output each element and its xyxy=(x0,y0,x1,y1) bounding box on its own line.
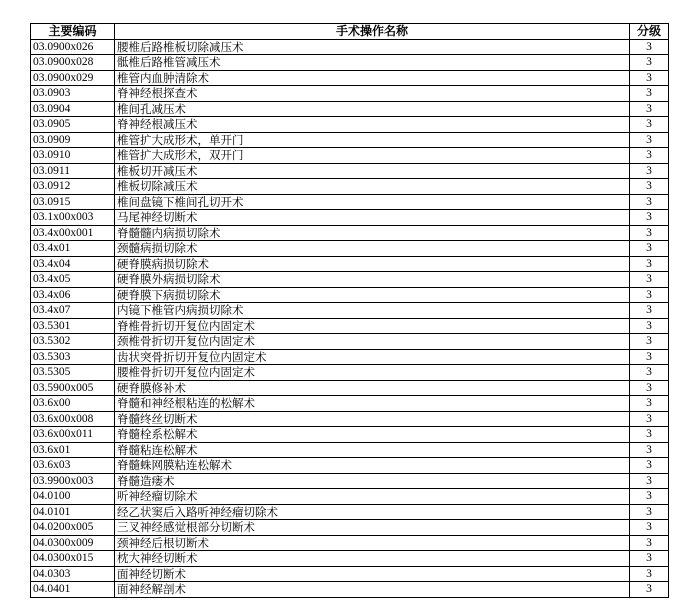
grade-cell: 3 xyxy=(630,349,669,365)
procedure-name-cell: 脊髓栓系松解术 xyxy=(115,427,630,443)
table-row xyxy=(31,132,669,148)
code-cell: 03.0915 xyxy=(31,194,115,210)
table-row xyxy=(31,225,669,241)
code-cell: 04.0300x009 xyxy=(31,535,115,551)
header-code: 主要编码 xyxy=(31,24,115,40)
grade-cell: 3 xyxy=(630,582,669,598)
code-cell: 04.0100 xyxy=(31,489,115,505)
table-row xyxy=(31,582,669,598)
grade-cell: 3 xyxy=(630,334,669,350)
code-cell: 04.0401 xyxy=(31,582,115,598)
table-row xyxy=(31,535,669,551)
grade-cell: 3 xyxy=(630,39,669,55)
grade-cell: 3 xyxy=(630,210,669,226)
procedure-name-cell: 听神经瘤切除术 xyxy=(115,489,630,505)
table-row xyxy=(31,458,669,474)
procedure-name-cell: 脊髓终丝切断术 xyxy=(115,411,630,427)
table-row xyxy=(31,303,669,319)
grade-cell: 3 xyxy=(630,148,669,164)
procedure-name-cell: 颈髓病损切除术 xyxy=(115,241,630,257)
grade-cell: 3 xyxy=(630,303,669,319)
procedure-name-cell: 椎管内血肿清除术 xyxy=(115,70,630,86)
table-row xyxy=(31,442,669,458)
procedure-name-cell: 齿状突骨折切开复位内固定术 xyxy=(115,349,630,365)
code-cell: 03.0905 xyxy=(31,117,115,133)
procedure-name-cell: 马尾神经切断术 xyxy=(115,210,630,226)
grade-cell: 3 xyxy=(630,70,669,86)
procedure-name-cell: 面神经切断术 xyxy=(115,566,630,582)
code-cell: 03.5301 xyxy=(31,318,115,334)
grade-cell: 3 xyxy=(630,256,669,272)
table-row xyxy=(31,272,669,288)
grade-cell: 3 xyxy=(630,101,669,117)
code-cell: 03.6x03 xyxy=(31,458,115,474)
procedure-name-cell: 内镜下椎管内病损切除术 xyxy=(115,303,630,319)
table-row xyxy=(31,86,669,102)
grade-cell: 3 xyxy=(630,551,669,567)
grade-cell: 3 xyxy=(630,132,669,148)
procedure-name-cell: 腰椎后路椎板切除减压术 xyxy=(115,39,630,55)
grade-cell: 3 xyxy=(630,86,669,102)
grade-cell: 3 xyxy=(630,504,669,520)
code-cell: 03.0900x026 xyxy=(31,39,115,55)
table-row xyxy=(31,39,669,55)
code-cell: 03.5302 xyxy=(31,334,115,350)
grade-cell: 3 xyxy=(630,396,669,412)
code-cell: 03.0909 xyxy=(31,132,115,148)
code-cell: 03.0912 xyxy=(31,179,115,195)
procedure-name-cell: 椎管扩大成形术，单开门 xyxy=(115,132,630,148)
table-row xyxy=(31,396,669,412)
table-row xyxy=(31,504,669,520)
code-cell: 03.9900x003 xyxy=(31,473,115,489)
procedure-name-cell: 椎管扩大成形术，双开门 xyxy=(115,148,630,164)
header-name: 手术操作名称 xyxy=(115,24,630,40)
grade-cell: 3 xyxy=(630,535,669,551)
procedure-name-cell: 硬脊膜病损切除术 xyxy=(115,256,630,272)
procedure-name-cell: 脊椎骨折切开复位内固定术 xyxy=(115,318,630,334)
procedure-name-cell: 颈神经后根切断术 xyxy=(115,535,630,551)
header-grade: 分级 xyxy=(630,24,669,40)
grade-cell: 3 xyxy=(630,473,669,489)
table-header-row xyxy=(31,24,669,40)
table-body xyxy=(31,39,669,597)
table-row xyxy=(31,241,669,257)
code-cell: 03.4x00x001 xyxy=(31,225,115,241)
grade-cell: 3 xyxy=(630,365,669,381)
table-row xyxy=(31,163,669,179)
table-row xyxy=(31,520,669,536)
procedure-name-cell: 椎板切开减压术 xyxy=(115,163,630,179)
table-row xyxy=(31,117,669,133)
table-row xyxy=(31,365,669,381)
procedure-name-cell: 脊神经根减压术 xyxy=(115,117,630,133)
code-cell: 03.4x07 xyxy=(31,303,115,319)
code-cell: 03.6x00x011 xyxy=(31,427,115,443)
procedure-name-cell: 颈椎骨折切开复位内固定术 xyxy=(115,334,630,350)
grade-cell: 3 xyxy=(630,411,669,427)
grade-cell: 3 xyxy=(630,55,669,71)
table-row xyxy=(31,210,669,226)
grade-cell: 3 xyxy=(630,117,669,133)
grade-cell: 3 xyxy=(630,163,669,179)
code-cell: 03.0903 xyxy=(31,86,115,102)
table-row xyxy=(31,194,669,210)
table-row xyxy=(31,551,669,567)
table-row xyxy=(31,70,669,86)
table-row xyxy=(31,411,669,427)
table-row xyxy=(31,489,669,505)
code-cell: 04.0300x015 xyxy=(31,551,115,567)
code-cell: 03.4x04 xyxy=(31,256,115,272)
grade-cell: 3 xyxy=(630,566,669,582)
code-cell: 03.6x00x008 xyxy=(31,411,115,427)
code-cell: 03.5900x005 xyxy=(31,380,115,396)
procedure-name-cell: 骶椎后路椎管减压术 xyxy=(115,55,630,71)
procedure-name-cell: 脊髓和神经根粘连的松解术 xyxy=(115,396,630,412)
table-row xyxy=(31,179,669,195)
grade-cell: 3 xyxy=(630,380,669,396)
procedure-name-cell: 三叉神经感觉根部分切断术 xyxy=(115,520,630,536)
code-cell: 04.0303 xyxy=(31,566,115,582)
grade-cell: 3 xyxy=(630,194,669,210)
code-cell: 03.0911 xyxy=(31,163,115,179)
table-row xyxy=(31,55,669,71)
procedure-name-cell: 脊髓髓内病损切除术 xyxy=(115,225,630,241)
surgery-grade-table xyxy=(30,23,669,598)
procedure-name-cell: 脊髓蛛网膜粘连松解术 xyxy=(115,458,630,474)
table-row xyxy=(31,427,669,443)
grade-cell: 3 xyxy=(630,318,669,334)
table-row xyxy=(31,318,669,334)
table-row xyxy=(31,287,669,303)
code-cell: 03.5305 xyxy=(31,365,115,381)
code-cell: 03.0900x029 xyxy=(31,70,115,86)
table-row xyxy=(31,256,669,272)
procedure-name-cell: 椎板切除减压术 xyxy=(115,179,630,195)
code-cell: 03.6x01 xyxy=(31,442,115,458)
table-row xyxy=(31,334,669,350)
procedure-name-cell: 面神经解剖术 xyxy=(115,582,630,598)
grade-cell: 3 xyxy=(630,520,669,536)
procedure-name-cell: 椎间盘镜下椎间孔切开术 xyxy=(115,194,630,210)
procedure-name-cell: 椎间孔减压术 xyxy=(115,101,630,117)
procedure-name-cell: 硬脊膜外病损切除术 xyxy=(115,272,630,288)
code-cell: 03.0904 xyxy=(31,101,115,117)
table-row xyxy=(31,349,669,365)
procedure-name-cell: 硬脊膜修补术 xyxy=(115,380,630,396)
grade-cell: 3 xyxy=(630,287,669,303)
code-cell: 04.0101 xyxy=(31,504,115,520)
procedure-name-cell: 硬脊膜下病损切除术 xyxy=(115,287,630,303)
grade-cell: 3 xyxy=(630,489,669,505)
code-cell: 03.0910 xyxy=(31,148,115,164)
table-row xyxy=(31,473,669,489)
code-cell: 03.1x00x003 xyxy=(31,210,115,226)
procedure-name-cell: 脊髓粘连松解术 xyxy=(115,442,630,458)
procedure-name-cell: 脊神经根探查术 xyxy=(115,86,630,102)
table-row xyxy=(31,566,669,582)
table-row xyxy=(31,148,669,164)
procedure-name-cell: 经乙状窦后入路听神经瘤切除术 xyxy=(115,504,630,520)
grade-cell: 3 xyxy=(630,427,669,443)
code-cell: 03.6x00 xyxy=(31,396,115,412)
table-row xyxy=(31,101,669,117)
procedure-name-cell: 腰椎骨折切开复位内固定术 xyxy=(115,365,630,381)
procedure-name-cell: 枕大神经切断术 xyxy=(115,551,630,567)
code-cell: 04.0200x005 xyxy=(31,520,115,536)
procedure-name-cell: 脊髓造瘘术 xyxy=(115,473,630,489)
grade-cell: 3 xyxy=(630,458,669,474)
grade-cell: 3 xyxy=(630,442,669,458)
code-cell: 03.4x01 xyxy=(31,241,115,257)
grade-cell: 3 xyxy=(630,272,669,288)
code-cell: 03.4x05 xyxy=(31,272,115,288)
grade-cell: 3 xyxy=(630,241,669,257)
code-cell: 03.4x06 xyxy=(31,287,115,303)
code-cell: 03.0900x028 xyxy=(31,55,115,71)
grade-cell: 3 xyxy=(630,225,669,241)
grade-cell: 3 xyxy=(630,179,669,195)
table-row xyxy=(31,380,669,396)
code-cell: 03.5303 xyxy=(31,349,115,365)
